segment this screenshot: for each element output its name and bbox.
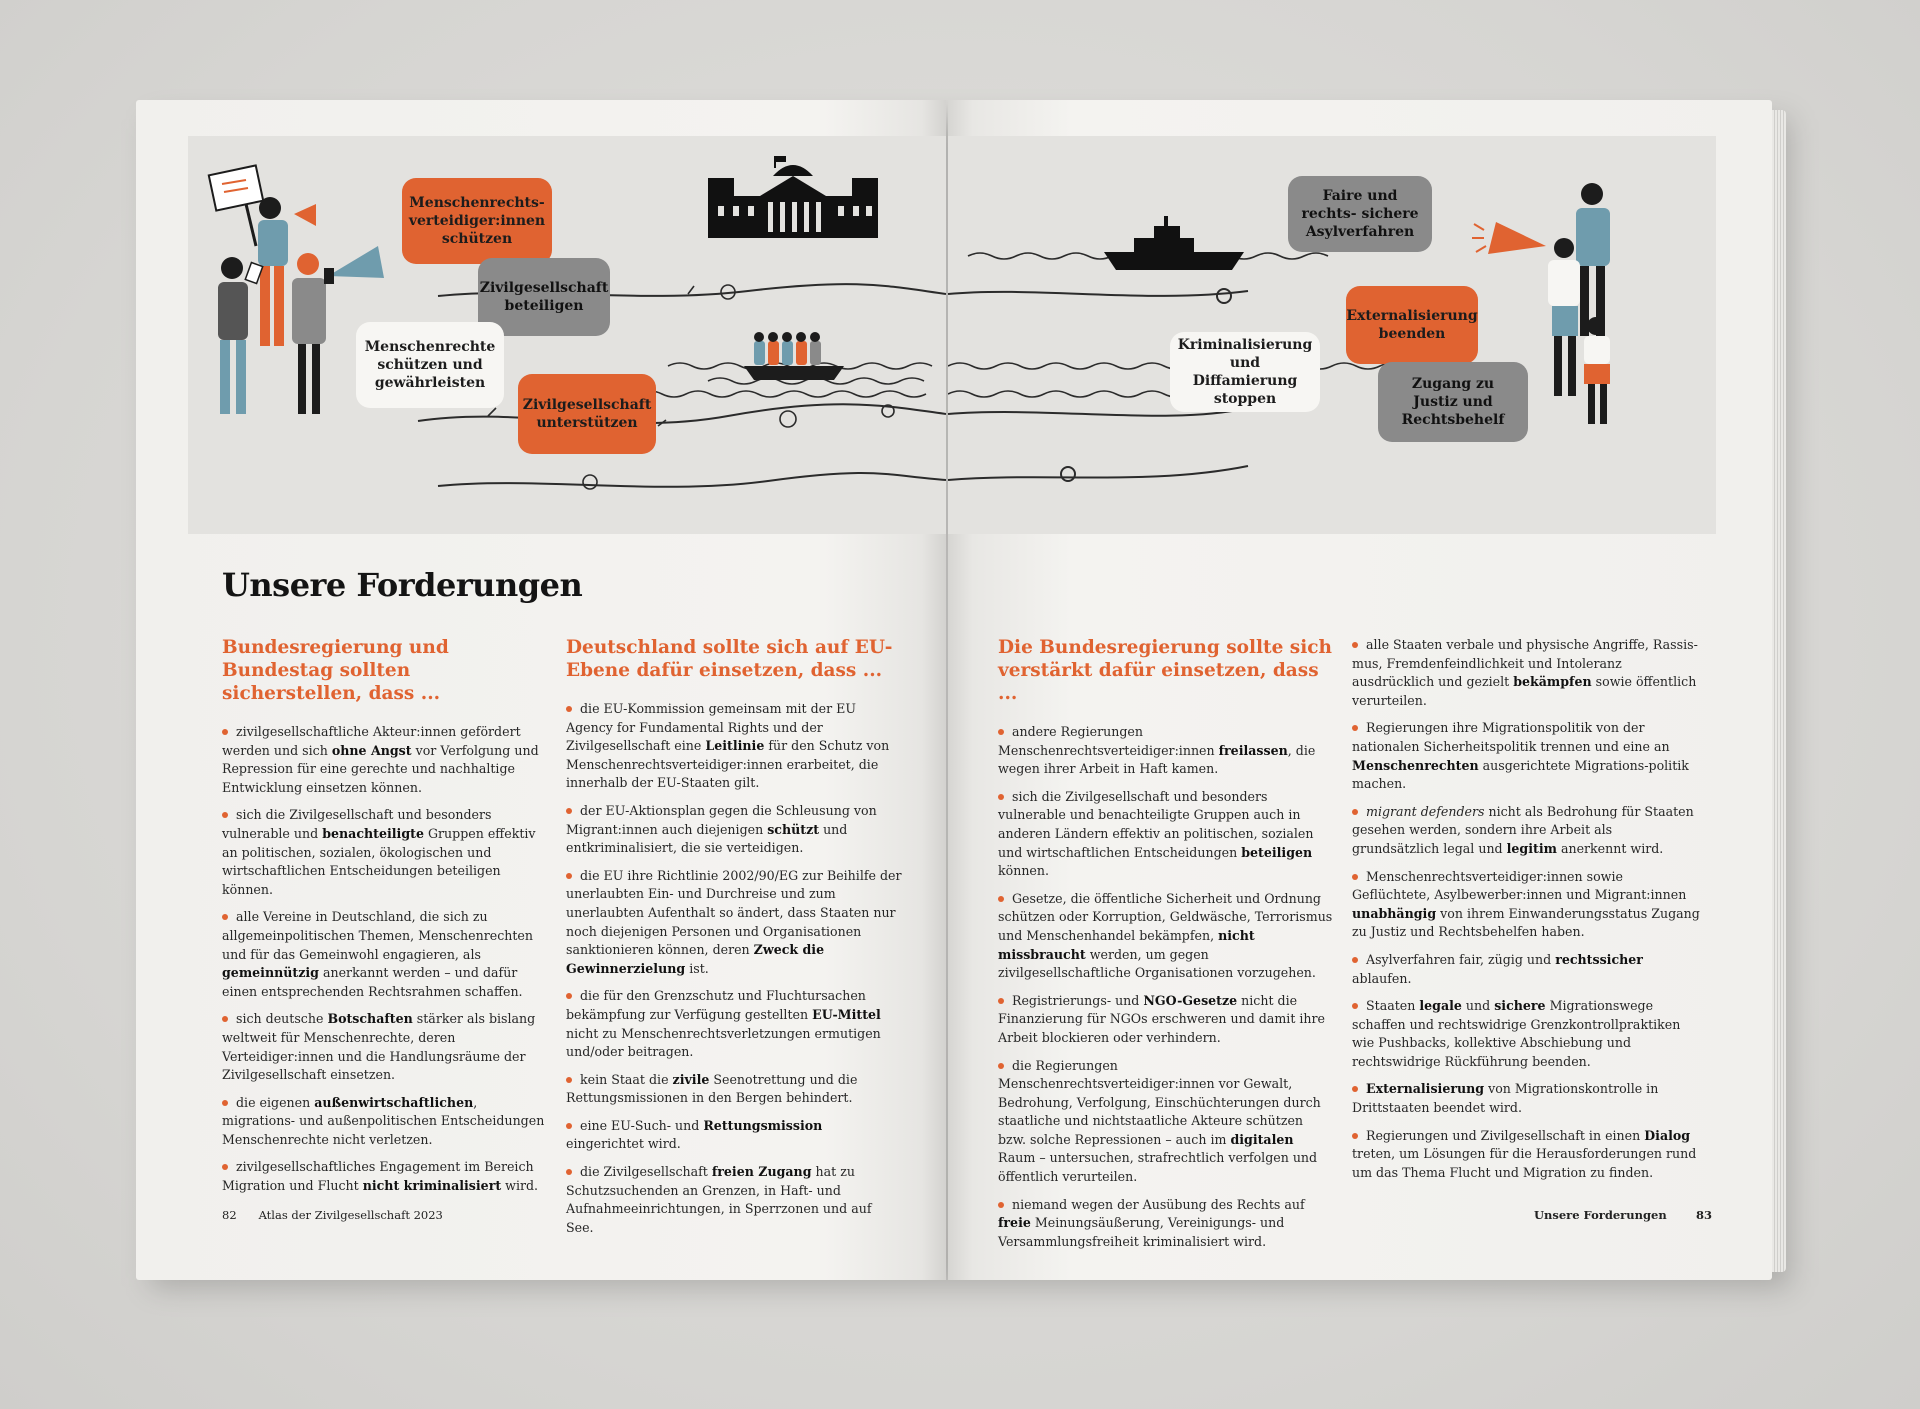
bubble-kriminalisierung: Kriminalisierung und Diffamierung stoppen — [1170, 332, 1320, 412]
section-title: Unsere Forderungen — [1534, 1208, 1667, 1222]
demand-item: die EU-Kommission gemeinsam mit der EU Agency for Fundamental Rights und der Zivilgesellschaft eine Leitlinie für den Schutz von Menschenrechtsverteidiger:innen erarbeitet, die innerhalb der EU-Staaten gilt. — [566, 700, 902, 793]
left-illustration — [188, 136, 946, 534]
bubble-zivilgesellschaft-unterstuetzen: Zivilgesellschaft unterstützen — [518, 374, 656, 454]
demand-item: niemand wegen der Ausübung des Rechts auf freie Meinungsäußerung, Vereinigungs- und Versammlungsfreiheit kriminalisiert wird. — [998, 1196, 1334, 1252]
bubble-zivilgesellschaft-beteiligen: Zivilgesellschaft beteiligen — [478, 258, 610, 336]
column-eu-ebene — [566, 636, 902, 1246]
demand-item: Registrierungs- und NGO-Gesetze nicht die Finanzierung für NGOs erschweren und damit ihre Arbeit blockieren oder verhindern. — [998, 992, 1334, 1048]
demand-item: Externalisierung von Migrationskontrolle in Drittstaaten beendet wird. — [1352, 1080, 1700, 1117]
demand-list — [998, 723, 1334, 1251]
demand-list — [1352, 636, 1700, 1182]
page-number: 82 — [222, 1208, 237, 1222]
demand-item: Gesetze, die öffentliche Sicherheit und Ordnung schützen oder Korruption, Geldwäsche, Terrorismus und Menschenhandel bekämpfen, nicht missbraucht werden, um gegen zivilgesellschaftliche Organisationen vorzugehen. — [998, 890, 1334, 983]
demand-item: Asylverfahren fair, zügig und rechtssicher ablaufen. — [1352, 951, 1700, 988]
magazine-spread — [136, 100, 1784, 1280]
demand-item: kein Staat die zivile Seenotrettung und die Rettungsmissionen in den Bergen behindert. — [566, 1071, 902, 1108]
page-number: 83 — [1695, 1208, 1712, 1222]
demand-item: zivilgesellschaftliche Akteur:innen gefördert werden und sich ohne Angst vor Verfolgung und Repression für eine gerechte und nachhaltige Entwicklung einsetzen können. — [222, 723, 552, 797]
column-bundesregierung — [222, 636, 552, 1205]
demand-item: Staaten legale und sichere Migrationswege schaffen und rechtswidrige Grenzkontrollpraktiken wie Pushbacks, kollektive Abschiebung und rechtswidrige Rückführung beenden. — [1352, 997, 1700, 1071]
demand-item: Regierungen ihre Migrationspolitik von der nationalen Sicherheitspolitik trennen und eine an Menschenrechten ausgerichtete Migrations-politik machen. — [1352, 719, 1700, 793]
demand-item: alle Staaten verbale und physische Angriffe, Rassismus, Fremdenfeindlichkeit und Intoleranz ausdrücklich und gezielt bekämpfen sowie öffentlich verurteilen. — [1352, 636, 1700, 710]
page-heading: Unsere Forderungen — [222, 566, 583, 604]
folio-left — [222, 1208, 443, 1222]
demand-item: die Zivilgesellschaft freien Zugang hat zu Schutzsuchenden an Grenzen, in Haft- und Aufnahmeeinrichtungen, in Sperrzonen und auf See. — [566, 1163, 902, 1237]
demand-item: Regierungen und Zivilgesellschaft in einen Dialog treten, um Lösungen für die Herausforderungen rund um das Thema Flucht und Migration zu finden. — [1352, 1127, 1700, 1183]
demand-item: alle Vereine in Deutschland, die sich zu allgemeinpolitischen Themen, Menschenrechten und für das Gemeinwohl engagieren, als gemeinnützig anerkannt werden – und dafür einen entsprechenden Rechtsrahmen schaffen. — [222, 908, 552, 1001]
demand-list — [222, 723, 552, 1196]
column-bundesregierung-international — [998, 636, 1334, 1260]
folio-right — [1534, 1208, 1712, 1222]
demand-item: die Regierungen Menschenrechtsverteidiger:innen vor Gewalt, Bedrohung, Verfolgung, Einschüchterungen durch staatliche und nichtstaatliche Akteure schützen bzw. solche Repressionen – auch im digitalen Raum – untersuchen, strafrechtlich verfolgen und öffentlich verurteilen. — [998, 1057, 1334, 1187]
demand-item: eine EU-Such- und Rettungsmission eingerichtet wird. — [566, 1117, 902, 1154]
column-title: Bundesregierung und Bundestag sollten sicherstellen, dass ... — [222, 637, 449, 704]
bubble-menschenrechte-schuetzen: Menschenrechte schützen und gewährleisten — [356, 322, 504, 408]
demand-item: sich die Zivilgesellschaft und besonders vulnerable und benachteiligte Gruppen effektiv an politischen, sozialen, ökologischen und wirtschaftlichen Entscheidungen beteiligen können. — [222, 806, 552, 899]
demand-item: andere Regierungen Menschenrechtsverteidiger:innen freilassen, die wegen ihrer Arbeit in Haft kamen. — [998, 723, 1334, 779]
demand-list — [566, 700, 902, 1237]
demand-item: migrant defenders nicht als Bedrohung für Staaten gesehen werden, sondern ihre Arbeit als grundsätzlich legal und legitim anerkennt wird. — [1352, 803, 1700, 859]
demand-item: Menschenrechtsverteidiger:innen sowie Geflüchtete, Asylbewerber:innen und Migrant:innen unabhängig von ihrem Einwanderungsstatus Zugang zu Justiz und Rechtsbehelfen haben. — [1352, 868, 1700, 942]
page-edges — [1772, 110, 1786, 1272]
bubble-externalisierung: Externalisierung beenden — [1346, 286, 1478, 364]
demand-item: sich die Zivilgesellschaft und besonders vulnerable und benachteiligte Gruppen auch in anderen Ländern effektiv an politischen, sozialen und wirtschaftlichen Entscheidungen beteiligen können. — [998, 788, 1334, 881]
bubble-menschenrechtsverteidiger: Menschenrechts- verteidiger:innen schützen — [402, 178, 552, 264]
bubble-zugang-justiz: Zugang zu Justiz und Rechtsbehelf — [1378, 362, 1528, 442]
demand-item: zivilgesellschaftliches Engagement im Bereich Migration und Flucht nicht kriminalisiert wird. — [222, 1158, 552, 1195]
demand-item: sich deutsche Botschaften stärker als bislang weltweit für Menschenrechte, deren Verteidiger:innen und die Handlungsräume der Zivilgesellschaft einsetzen. — [222, 1010, 552, 1084]
bubble-asylverfahren: Faire und rechts- sichere Asylverfahren — [1288, 176, 1432, 252]
demand-item: die für den Grenzschutz und Fluchtursachen bekämpfung zur Verfügung gestellten EU-Mittel nicht zu Menschenrechtsverletzungen ermutigen und/oder beitragen. — [566, 987, 902, 1061]
right-page — [948, 100, 1772, 1280]
demand-item: die EU ihre Richtlinie 2002/90/EG zur Beihilfe der unerlaubten Ein- und Durchreise und zum unerlaubten Aufenthalt so ändert, dass Staaten nur noch diejenigen Personen und Organisationen sanktionieren können, deren Zweck die Gewinnerzielung ist. — [566, 867, 902, 979]
column-title: Die Bundesregierung sollte sich verstärkt dafür einsetzen, dass ... — [998, 637, 1332, 704]
publication-title: Atlas der Zivilgesellschaft 2023 — [258, 1208, 443, 1222]
column-continued — [1352, 636, 1700, 1191]
demand-item: der EU-Aktionsplan gegen die Schleusung von Migrant:innen auch diejenigen schützt und entkriminalisiert, die sie verteidigen. — [566, 802, 902, 858]
demand-item: die eigenen außenwirtschaftlichen, migrations- und außenpolitischen Entscheidungen Menschenrechte nicht verletzen. — [222, 1094, 552, 1150]
right-illustration — [948, 136, 1716, 534]
left-page — [136, 100, 946, 1280]
column-title: Deutschland sollte sich auf EU-Ebene dafür einsetzen, dass ... — [566, 637, 893, 681]
